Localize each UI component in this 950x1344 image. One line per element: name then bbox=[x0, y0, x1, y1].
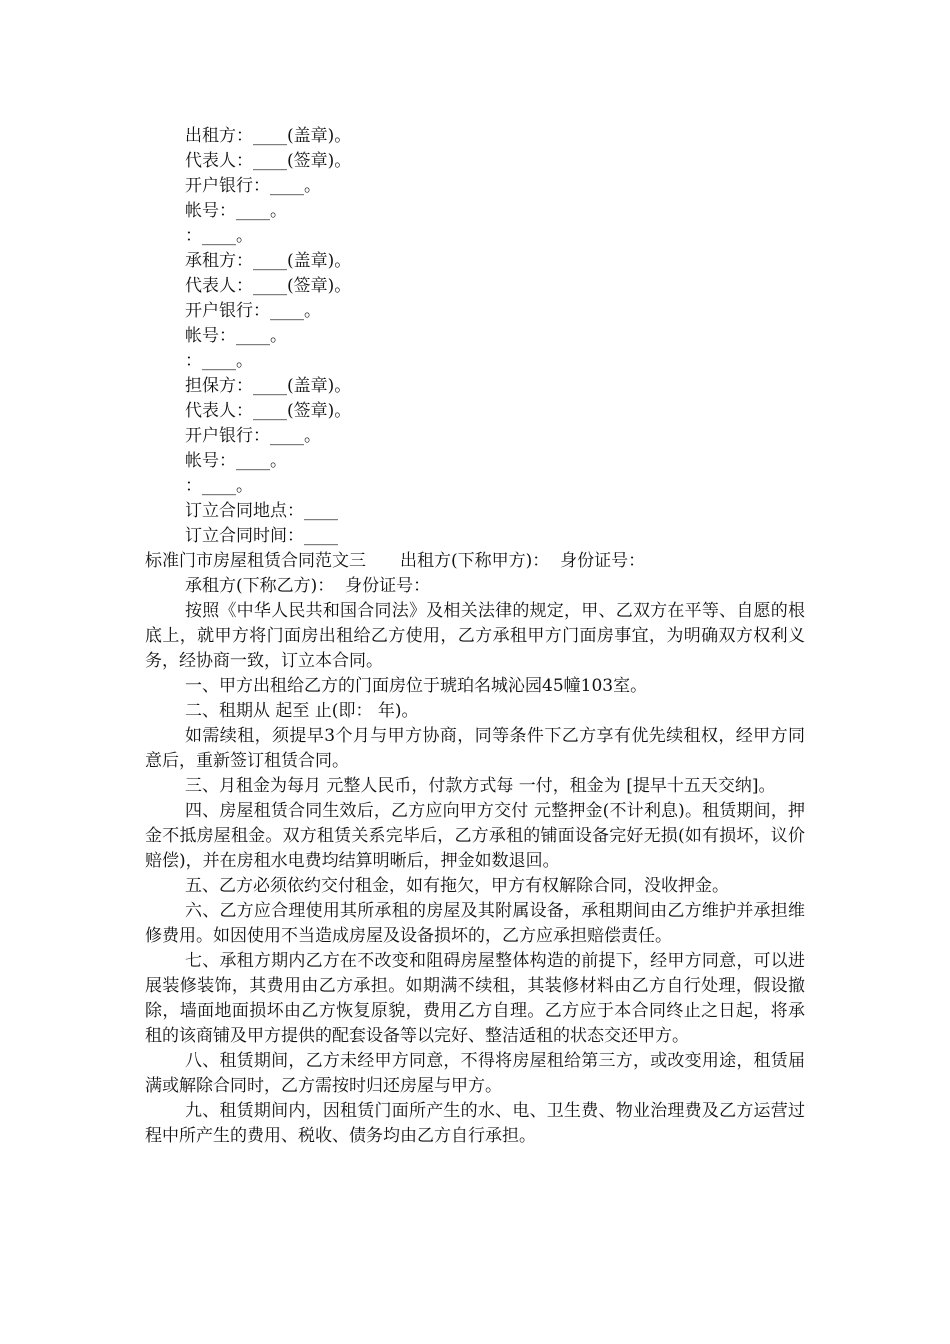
contract-paragraph: 六、乙方应合理使用其所承租的房屋及其附属设备，承租期间由乙方维护并承担维修费用。如因使用不当造成房屋及设备损坏的，乙方应承担赔偿责任。 bbox=[145, 901, 805, 946]
contract-paragraph: 五、乙方必须依约交付租金，如有拖欠，甲方有权解除合同，没收押金。 bbox=[185, 876, 729, 896]
contract-paragraph: 如需续租，须提早3个月与甲方协商，同等条件下乙方享有优先续租权，经甲方同意后，重新签订租赁合同。 bbox=[145, 726, 805, 771]
lessee-account-line: 帐号：____。 bbox=[185, 326, 287, 346]
lessor-representative-line: 代表人：____(签章)。 bbox=[185, 151, 352, 171]
guarantor-bank-line: 开户银行：____。 bbox=[185, 426, 321, 446]
contract-paragraph: 二、租期从 起至 止(即： 年)。 bbox=[185, 701, 419, 721]
lessee-id-line: 承租方(下称乙方)： 身份证号： bbox=[185, 576, 431, 596]
lessee-bank-line: 开户银行：____。 bbox=[185, 301, 321, 321]
lessor-bank-line: 开户银行：____。 bbox=[185, 176, 321, 196]
lessee-representative-line: 代表人：____(签章)。 bbox=[185, 276, 352, 296]
lessee-seal-line: 承租方：____(盖章)。 bbox=[185, 251, 352, 271]
guarantor-blank-line: ：____。 bbox=[185, 476, 253, 496]
signature-block bbox=[145, 124, 805, 549]
contract-document bbox=[145, 124, 805, 1149]
lessor-blank-line: ：____。 bbox=[185, 226, 253, 246]
contract-body bbox=[145, 599, 805, 1149]
guarantor-seal-line: 担保方：____(盖章)。 bbox=[185, 376, 352, 396]
lessor-seal-line: 出租方：____(盖章)。 bbox=[185, 126, 352, 146]
contract-heading: 标准门市房屋租赁合同范文三 出租方(下称甲方)： 身份证号： bbox=[145, 551, 646, 571]
guarantor-account-line: 帐号：____。 bbox=[185, 451, 287, 471]
guarantor-representative-line: 代表人：____(签章)。 bbox=[185, 401, 352, 421]
contract-paragraph: 八、租赁期间，乙方未经甲方同意，不得将房屋租给第三方，或改变用途，租赁届满或解除合同时，乙方需按时归还房屋与甲方。 bbox=[145, 1051, 805, 1096]
contract-paragraph: 四、房屋租赁合同生效后，乙方应向甲方交付 元整押金(不计利息)。租赁期间，押金不抵房屋租金。双方租赁关系完毕后，乙方承租的铺面设备完好无损(如有损坏，议价赔偿)，并在房租水电费均结算明晰后，押金如数退回。 bbox=[145, 801, 805, 871]
contract-paragraph: 三、月租金为每月 元整人民币，付款方式每 一付，租金为 [提早十五天交纳]。 bbox=[185, 776, 776, 796]
contract-paragraph: 一、甲方出租给乙方的门面房位于琥珀名城沁园45幢103室。 bbox=[185, 676, 648, 696]
signing-place-line: 订立合同地点：____ bbox=[185, 501, 338, 521]
lessor-account-line: 帐号：____。 bbox=[185, 201, 287, 221]
contract-paragraph: 按照《中华人民共和国合同法》及相关法律的规定，甲、乙双方在平等、自愿的根底上，就甲方将门面房出租给乙方使用，乙方承租甲方门面房事宜，为明确双方权利义务，经协商一致，订立本合同。 bbox=[145, 601, 805, 671]
contract-paragraph: 九、租赁期间内，因租赁门面所产生的水、电、卫生费、物业治理费及乙方运营过程中所产生的费用、税收、债务均由乙方自行承担。 bbox=[145, 1101, 805, 1146]
lessee-blank-line: ：____。 bbox=[185, 351, 253, 371]
signing-time-line: 订立合同时间：____ bbox=[185, 526, 338, 546]
contract-paragraph: 七、承租方期内乙方在不改变和阻碍房屋整体构造的前提下，经甲方同意，可以进展装修装饰，其费用由乙方承担。如期满不续租，其装修材料由乙方自行处理，假设撤除，墙面地面损坏由乙方恢复原貌，费用乙方自理。乙方应于本合同终止之日起，将承租的该商铺及甲方提供的配套设备等以完好、整洁适租的状态交还甲方。 bbox=[145, 951, 805, 1046]
